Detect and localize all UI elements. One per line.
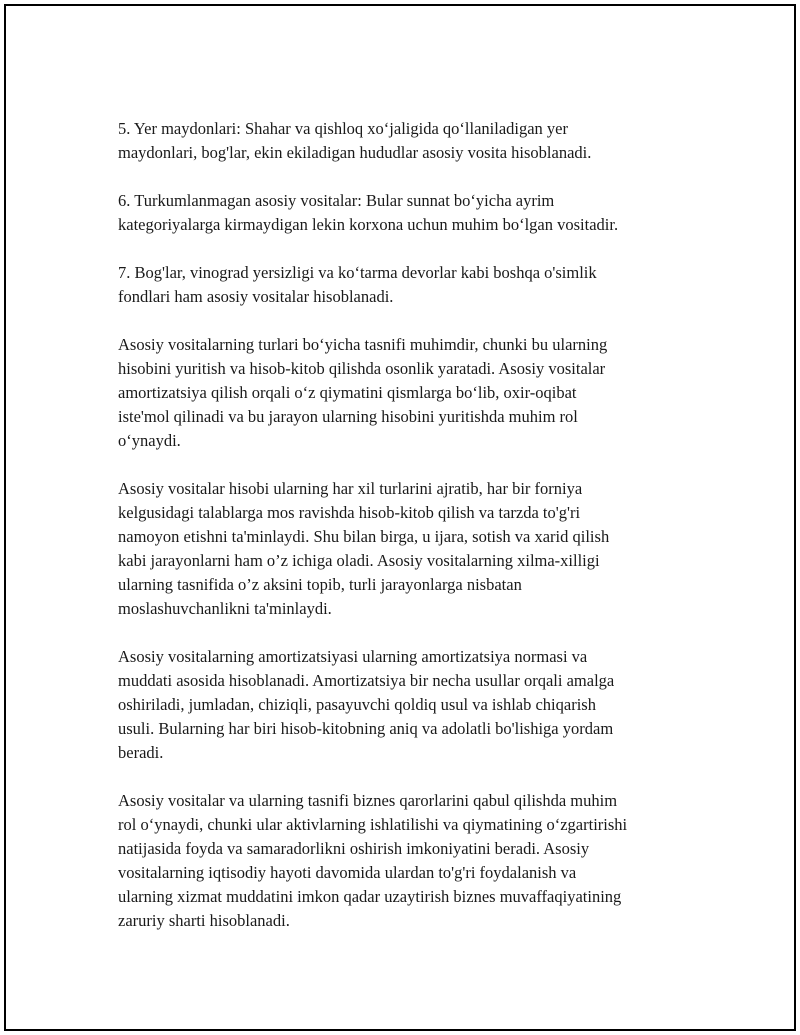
text-line: kabi jarayonlarni ham o’z ichiga oladi. Asosiy vositalarning xilma-xilligi	[118, 551, 600, 570]
text-line: zaruriy sharti hisoblanadi.	[118, 911, 290, 930]
paragraph-unclassified-assets	[118, 189, 690, 237]
text-line: muddati asosida hisoblanadi. Amortizatsiya bir necha usullar orqali amalga	[118, 671, 615, 690]
paragraph-land-plots	[118, 117, 690, 165]
text-line: ularning tasnifida o’z aksini topib, turli jarayonlarga nisbatan	[118, 575, 522, 594]
text-line: Asosiy vositalar hisobi ularning har xil turlarini ajratib, har bir forniya	[118, 479, 583, 498]
text-line: kategoriyalarga kirmaydigan lekin korxona uchun muhim bo‘lgan vositadir.	[118, 215, 619, 234]
text-line: 5. Yer maydonlari: Shahar va qishloq xo‘jaligida qo‘llaniladigan yer	[118, 119, 568, 138]
text-line: fondlari ham asosiy vositalar hisoblanadi.	[118, 287, 394, 306]
text-line: 6. Turkumlanmagan asosiy vositalar: Bular sunnat bo‘yicha ayrim	[118, 191, 555, 210]
paragraph-plant-funds	[118, 261, 690, 309]
text-line: ularning xizmat muddatini imkon qadar uzaytirish biznes muvaffaqiyatining	[118, 887, 622, 906]
text-line: Asosiy vositalarning turlari bo‘yicha tasnifi muhimdir, chunki bu ularning	[118, 335, 608, 354]
text-line: 7. Bog'lar, vinograd yersizligi va ko‘tarma devorlar kabi boshqa o'simlik	[118, 263, 597, 282]
text-line: amortizatsiya qilish orqali o‘z qiymatini qismlarga bo‘lib, oxir-oqibat	[118, 383, 577, 402]
text-line: kelgusidagi talablarga mos ravishda hisob-kitob qilish va tarzda to'g'ri	[118, 503, 581, 522]
text-line: maydonlari, bog'lar, ekin ekiladigan hududlar asosiy vosita hisoblanadi.	[118, 143, 592, 162]
text-line: beradi.	[118, 743, 164, 762]
text-line: hisobini yuritish va hisob-kitob qilishda osonlik yaratadi. Asosiy vositalar	[118, 359, 606, 378]
text-line: moslashuvchanlikni ta'minlaydi.	[118, 599, 332, 618]
text-line: iste'mol qilinadi va bu jarayon ularning hisobini yuritishda muhim rol	[118, 407, 578, 426]
text-line: namoyon etishni ta'minlaydi. Shu bilan birga, u ijara, sotish va xarid qilish	[118, 527, 610, 546]
text-line: Asosiy vositalarning amortizatsiyasi ularning amortizatsiya normasi va	[118, 647, 588, 666]
document-body	[118, 117, 690, 957]
paragraph-classification-importance	[118, 333, 690, 453]
text-line: Asosiy vositalar va ularning tasnifi biznes qarorlarini qabul qilishda muhim	[118, 791, 618, 810]
text-line: natijasida foyda va samaradorlikni oshirish imkoniyatini beradi. Asosiy	[118, 839, 590, 858]
text-line: rol o‘ynaydi, chunki ular aktivlarning ishlatilishi va qiymatining o‘zgartirishi	[118, 815, 628, 834]
text-line: o‘ynaydi.	[118, 431, 181, 450]
paragraph-depreciation	[118, 645, 690, 765]
text-line: oshiriladi, jumladan, chiziqli, pasayuvchi qoldiq usul va ishlab chiqarish	[118, 695, 596, 714]
paragraph-asset-accounting	[118, 477, 690, 621]
text-line: usuli. Bularning har biri hisob-kitobning aniq va adolatli bo'lishiga yordam	[118, 719, 614, 738]
text-line: vositalarning iqtisodiy hayoti davomida ulardan to'g'ri foydalanish va	[118, 863, 577, 882]
paragraph-business-decisions	[118, 789, 690, 933]
